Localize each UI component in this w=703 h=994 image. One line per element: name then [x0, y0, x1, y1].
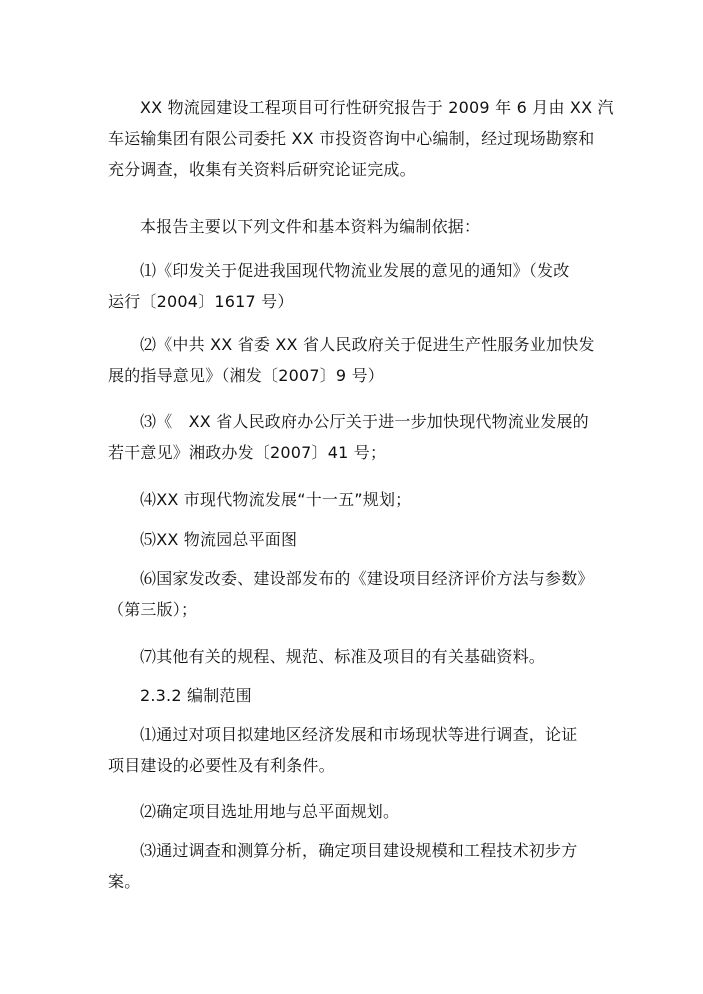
paragraph-basis-item-3: [108, 406, 600, 468]
paragraph-basis-item-5: [108, 524, 600, 555]
text-line: XX 物流园建设工程项目可行性研究报告于 2009 年 6 月由 XX 汽: [140, 98, 614, 117]
paragraph-basis-intro: [108, 211, 600, 242]
text-line: ⑵《中共 XX 省委 XX 省人民政府关于促进生产性服务业加快发: [140, 335, 595, 354]
text-line: 本报告主要以下列文件和基本资料为编制依据：: [140, 217, 481, 236]
text-line: 若干意见》湘政办发〔2007〕41 号；: [108, 443, 387, 462]
text-line: ⑸XX 物流园总平面图: [140, 530, 298, 549]
text-line: ⑺其他有关的规程、规范、标准及项目的有关基础资料。: [140, 647, 546, 666]
text-line: 充分调查，收集有关资料后研究论证完成。: [108, 160, 416, 179]
paragraph-scope-item-2: [108, 796, 600, 827]
text-line: ⑴通过对项目拟建地区经济发展和市场现状等进行调查，论证: [140, 725, 578, 744]
paragraph-scope-item-3: [108, 835, 600, 897]
text-line: ⑹国家发改委、建设部发布的《建设项目经济评价方法与参数》: [140, 569, 594, 588]
text-line: 案。: [108, 872, 141, 891]
text-line: ⑷XX 市现代物流发展“十一五”规划；: [140, 490, 412, 509]
paragraph-basis-item-4: [108, 484, 600, 515]
paragraph-basis-item-2: [108, 329, 600, 391]
text-line: ⑵确定项目选址用地与总平面规划。: [140, 802, 400, 821]
text-line: ⑶通过调查和测算分析，确定项目建设规模和工程技术初步方: [140, 841, 578, 860]
text-line: ⑶《 XX 省人民政府办公厅关于进一步加快现代物流业发展的: [140, 412, 589, 431]
paragraph-basis-item-6: [108, 563, 600, 625]
paragraph-scope-item-1: [108, 719, 600, 781]
section-heading: [108, 680, 600, 711]
text-line: ⑴《印发关于促进我国现代物流业发展的意见的通知》（发改: [140, 261, 570, 280]
paragraph-basis-item-7: [108, 641, 600, 672]
text-line: 展的指导意见》（湘发〔2007〕9 号）: [108, 366, 384, 385]
text-line: 项目建设的必要性及有利条件。: [108, 756, 335, 775]
text-line: 运行〔2004〕1617 号）: [108, 292, 294, 311]
text-line: 车运输集团有限公司委托 XX 市投资咨询中心编制，经过现场勘察和: [108, 129, 595, 148]
heading-text: 2.3.2 编制范围: [140, 686, 252, 705]
paragraph-intro: [108, 92, 614, 185]
text-line: （第三版）；: [108, 600, 198, 619]
paragraph-basis-item-1: [108, 255, 600, 317]
